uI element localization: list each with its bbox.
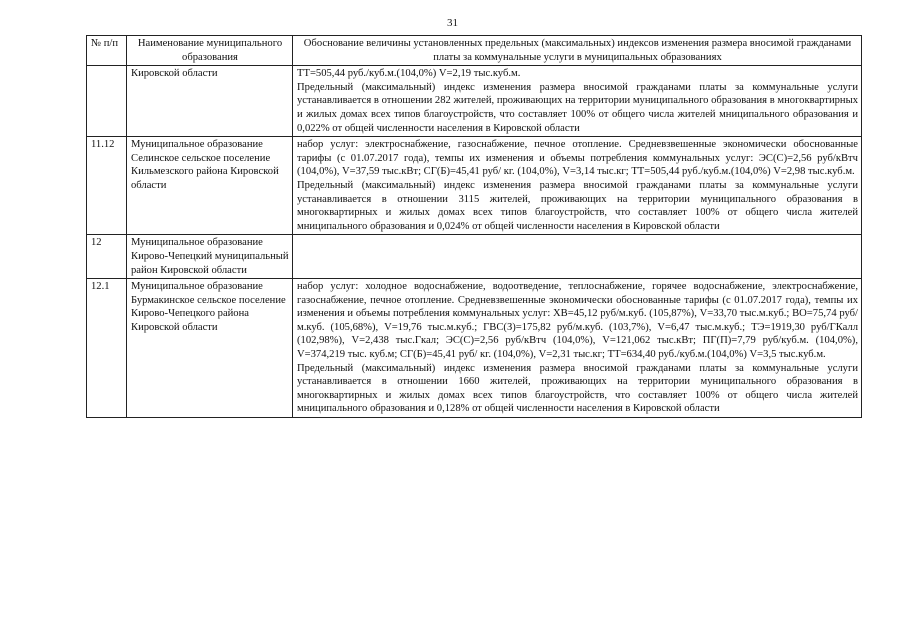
basis-tariffs: набор услуг: электроснабжение, газоснабжение, печное отопление. Средневзвешенные экономически обоснованные тарифы (с 01.07.2017 года), темпы их изменения и объемы потребления коммунальных услуг: ЭС(С)=2,56 руб/кВтч (104,0%), V=37,59 тыс.кВт; СГ(Б)=45,41 руб/ кг. (104,0%), V=3,14 тыс.кг; ТТ=505,44 руб./куб.м.(104,0%) V=2,98 тыс.куб.м. xyxy=(297,139,858,178)
basis-cell xyxy=(293,235,862,279)
table-row xyxy=(87,279,862,418)
basis-index-statement: Предельный (максимальный) индекс изменения размера вносимой гражданами платы за коммунальные услуги устанавливается в отношении 3115 жителей, проживающих на территории муниципального образования в многоквартирных и жилых домах всех типов благоустройств, что составляет 100% от общего числа жителей мниципального образования и 0,024% от общей численности населения в Кировской области xyxy=(297,179,858,232)
basis-cell xyxy=(293,279,862,418)
basis-cell xyxy=(293,137,862,235)
basis-tariffs: набор услуг: холодное водоснабжение, водоотведение, теплоснабжение, горячее водоснабжение, электроснабжение, газоснабжение, печное отопление. Средневзвешенные экономически обоснованные тарифы (с 01.07.2017 года), темпы их изменения и объемы потребления коммунальных услуг: ХВ=45,12 руб/м.куб. (105,87%), V=33,70 тыс.м.куб.; ВО=75,74 руб/м.куб. (105,68%), V=19,76 тыс.м.куб.; ГВС(З)=175,82 руб/м.куб. (103,7%), V=6,47 тыс.м.куб.; ТЭ=1919,30 руб/ГКалл (102,98%), V=2,438 тыс.Гкал; ЭС(С)=2,56 руб/кВтч (104,0%), V=121,062 тыс.кВт; ПГ(П)=7,79 руб/куб.м. (104,0%), V=374,219 тыс. куб.м; СГ(Б)=45,41 руб/ кг. (104,0%), V=2,31 тыс.кг; ТТ=634,40 руб./куб.м.(104,0%) V=3,5 тыс.куб.м. xyxy=(297,281,858,361)
header-basis: Обоснование величины установленных предельных (максимальных) индексов изменения размера вносимой гражданами платы за коммунальные услуги в муниципальных образованиях xyxy=(293,36,862,66)
row-number: 12.1 xyxy=(87,279,127,418)
row-number: 12 xyxy=(87,235,127,279)
municipality-name: Муниципальное образование Селинское сельское поселение Кильмезского района Кировской области xyxy=(127,137,293,235)
municipality-name: Муниципальное образование Бурмакинское сельское поселение Кирово-Чепецкого района Кировской области xyxy=(127,279,293,418)
row-number: 11.12 xyxy=(87,137,127,235)
table-row xyxy=(87,66,862,137)
table-header-row xyxy=(87,36,862,66)
municipality-name: Муниципальное образование Кирово-Чепецкий муниципальный район Кировской области xyxy=(127,235,293,279)
basis-tariffs: ТТ=505,44 руб./куб.м.(104,0%) V=2,19 тыс.куб.м. xyxy=(297,68,521,80)
header-municipality-name: Наименование муниципального образования xyxy=(127,36,293,66)
basis-cell xyxy=(293,66,862,137)
basis-index-statement: Предельный (максимальный) индекс изменения размера вносимой гражданами платы за коммунальные услуги устанавливается в отношении 1660 жителей, проживающих на территории муниципального образования в многоквартирных и жилых домах всех типов благоустройств, что составляет 100% от общего числа жителей мниципального образования и 0,128% от общей численности населения в Кировской области xyxy=(297,362,858,415)
table-row xyxy=(87,137,862,235)
row-number xyxy=(87,66,127,137)
header-number: № п/п xyxy=(87,36,127,66)
table-row xyxy=(87,235,862,279)
municipality-name: Кировской области xyxy=(127,66,293,137)
tariff-index-table xyxy=(86,35,862,418)
basis-index-statement: Предельный (максимальный) индекс изменения размера вносимой гражданами платы за коммунальные услуги устанавливается в отношении 282 жителей, проживающих на территории муниципального образования в многоквартирных и жилых домах всех типов благоустройств, что составляет 100% от общего числа жителей мниципального образования и 0,022% от общей численности населения в Кировской области xyxy=(297,81,858,134)
page-number: 31 xyxy=(447,17,458,29)
